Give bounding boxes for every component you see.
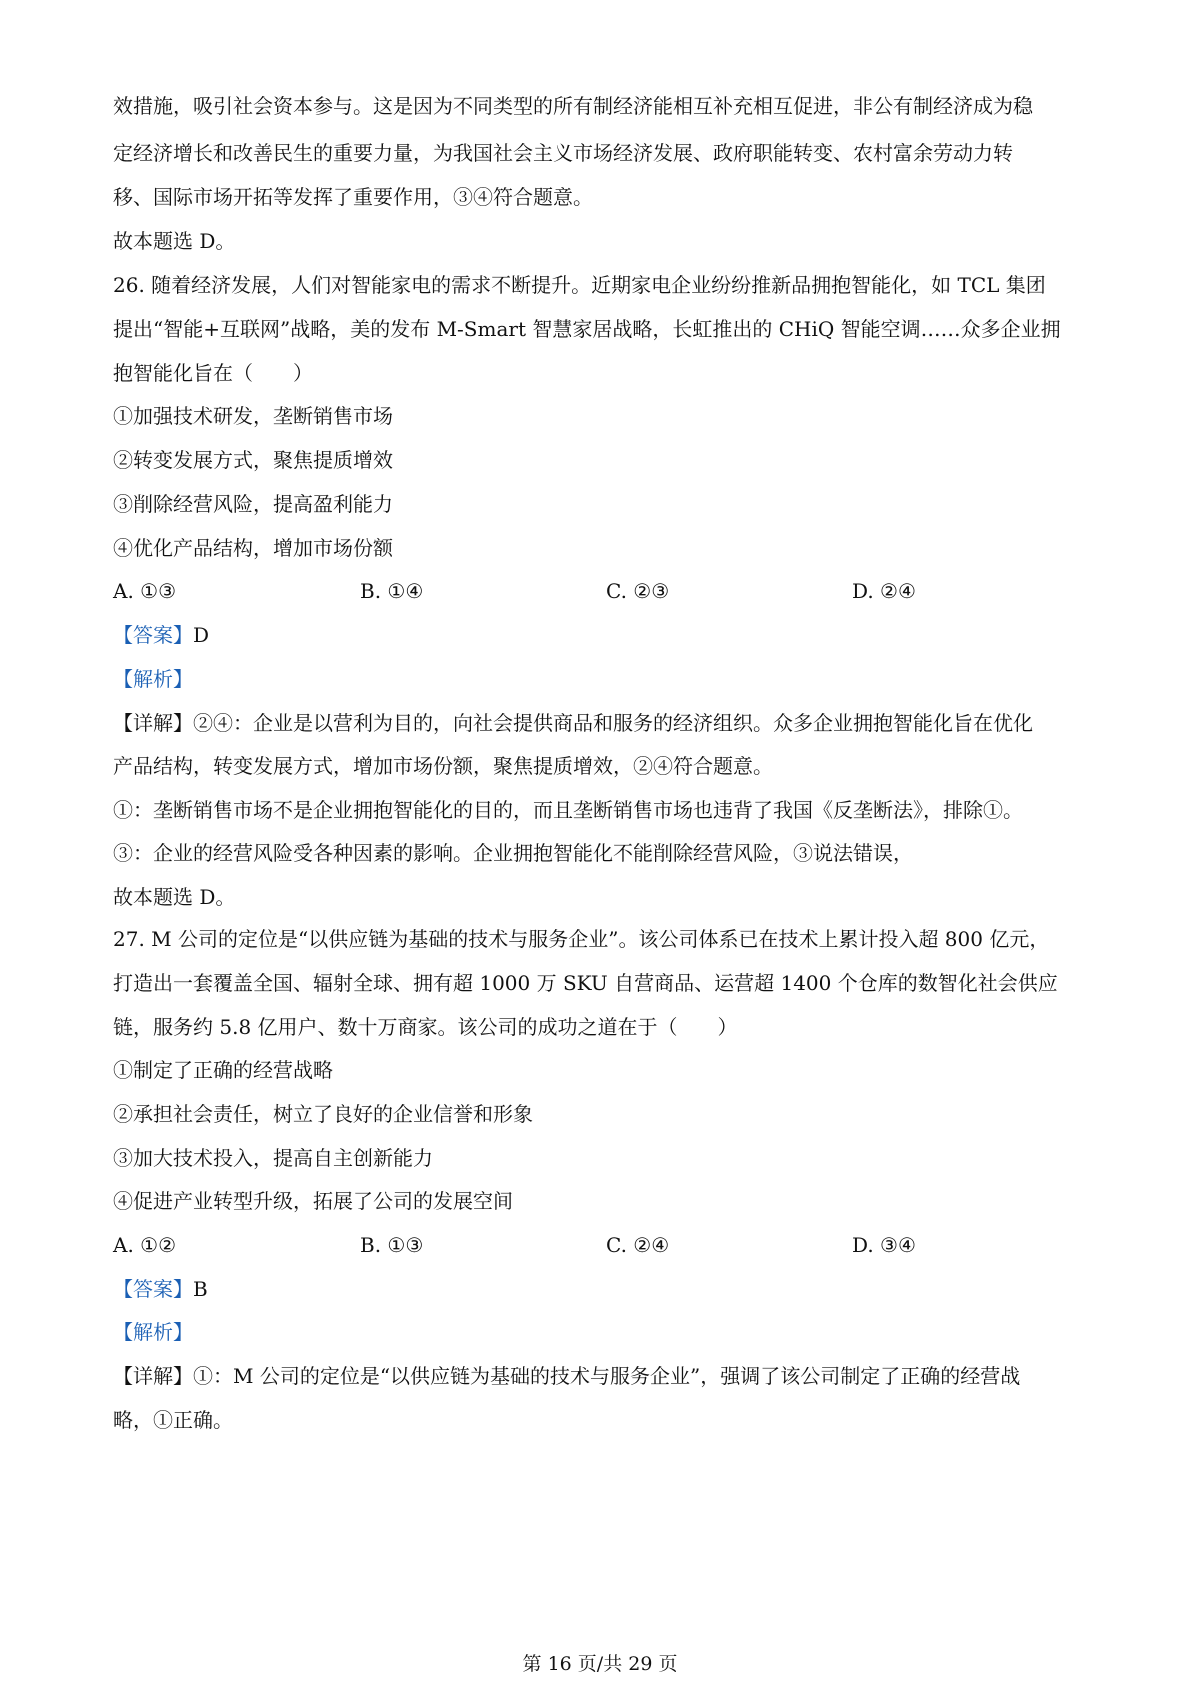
q27-detail-line-2: 略，①正确。	[113, 1408, 233, 1432]
q27-stem-line-3: 链，服务约 5.8 亿用户、数十万商家。该公司的成功之道在于（ ）	[113, 1015, 738, 1039]
q26-statement-3: ③削除经营风险，提高盈利能力	[113, 492, 393, 516]
q27-analysis-tag: 【解析】	[113, 1320, 193, 1344]
q26-detail-line-3: ①：垄断销售市场不是企业拥抱智能化的目的，而且垄断销售市场也违背了我国《反垄断法》，排除①。	[113, 798, 1023, 822]
page-number: 第 16 页/共 29 页	[522, 1653, 678, 1675]
q27-answer-value: B	[193, 1277, 208, 1301]
q27-statement-2: ②承担社会责任，树立了良好的企业信誉和形象	[113, 1102, 533, 1126]
q26-analysis-tag: 【解析】	[113, 667, 193, 691]
q26-option-b: B. ①④	[360, 579, 424, 603]
q26-detail-text-1: ②④：企业是以营利为目的，向社会提供商品和服务的经济组织。众多企业拥抱智能化旨在优化	[193, 711, 1033, 735]
q26-option-d: D. ②④	[852, 579, 916, 603]
intro-line-4: 故本题选 D。	[113, 229, 236, 253]
q26-statement-4: ④优化产品结构，增加市场份额	[113, 536, 393, 560]
q26-statement-1: ①加强技术研发，垄断销售市场	[113, 404, 393, 428]
q27-stem-line-2: 打造出一套覆盖全国、辐射全球、拥有超 1000 万 SKU 自营商品、运营超 1400 个仓库的数智化社会供应	[113, 971, 1058, 995]
q26-option-a: A. ①③	[113, 579, 177, 603]
q27-detail-line-1	[113, 1363, 1020, 1389]
intro-line-3: 移、国际市场开拓等发挥了重要作用，③④符合题意。	[113, 185, 593, 209]
q26-answer-tag: 【答案】	[113, 623, 193, 647]
intro-line-1: 效措施，吸引社会资本参与。这是因为不同类型的所有制经济能相互补充相互促进，非公有制经济成为稳	[113, 94, 1033, 118]
q26-detail-line-1	[113, 710, 1033, 736]
q26-answer	[113, 622, 209, 648]
q27-answer	[113, 1276, 208, 1302]
q26-detail-tag: 【详解】	[113, 711, 193, 735]
q27-answer-tag: 【答案】	[113, 1277, 193, 1301]
q27-option-d: D. ③④	[852, 1233, 916, 1257]
q26-answer-value: D	[193, 623, 210, 647]
q27-detail-tag: 【详解】	[113, 1364, 193, 1388]
q26-stem-line-3: 抱智能化旨在（ ）	[113, 361, 313, 385]
q26-detail-line-2: 产品结构，转变发展方式，增加市场份额，聚焦提质增效，②④符合题意。	[113, 754, 773, 778]
q27-option-b: B. ①③	[360, 1233, 424, 1257]
q26-detail-line-5: 故本题选 D。	[113, 885, 236, 909]
q27-statement-3: ③加大技术投入，提高自主创新能力	[113, 1146, 433, 1170]
q26-statement-2: ②转变发展方式，聚焦提质增效	[113, 448, 393, 472]
q27-statement-1: ①制定了正确的经营战略	[113, 1058, 333, 1082]
q26-stem-line-1: 26. 随着经济发展，人们对智能家电的需求不断提升。近期家电企业纷纷推新品拥抱智能化，如 TCL 集团	[113, 273, 1046, 297]
q26-detail-line-4: ③：企业的经营风险受各种因素的影响。企业拥抱智能化不能削除经营风险，③说法错误，	[113, 841, 913, 865]
q26-stem-line-2: 提出“智能+互联网”战略，美的发布 M-Smart 智慧家居战略，长虹推出的 CHiQ 智能空调……众多企业拥	[113, 317, 1061, 341]
intro-line-2: 定经济增长和改善民生的重要力量，为我国社会主义市场经济发展、政府职能转变、农村富余劳动力转	[113, 141, 1013, 165]
q26-option-c: C. ②③	[606, 579, 670, 603]
q27-stem-line-1: 27. M 公司的定位是“以供应链为基础的技术与服务企业”。该公司体系已在技术上累计投入超 800 亿元，	[113, 927, 1050, 951]
q27-statement-4: ④促进产业转型升级，拓展了公司的发展空间	[113, 1189, 513, 1213]
q27-option-c: C. ②④	[606, 1233, 670, 1257]
q27-option-a: A. ①②	[113, 1233, 177, 1257]
q27-detail-text-1: ①：M 公司的定位是“以供应链为基础的技术与服务企业”，强调了该公司制定了正确的经营战	[193, 1364, 1021, 1388]
